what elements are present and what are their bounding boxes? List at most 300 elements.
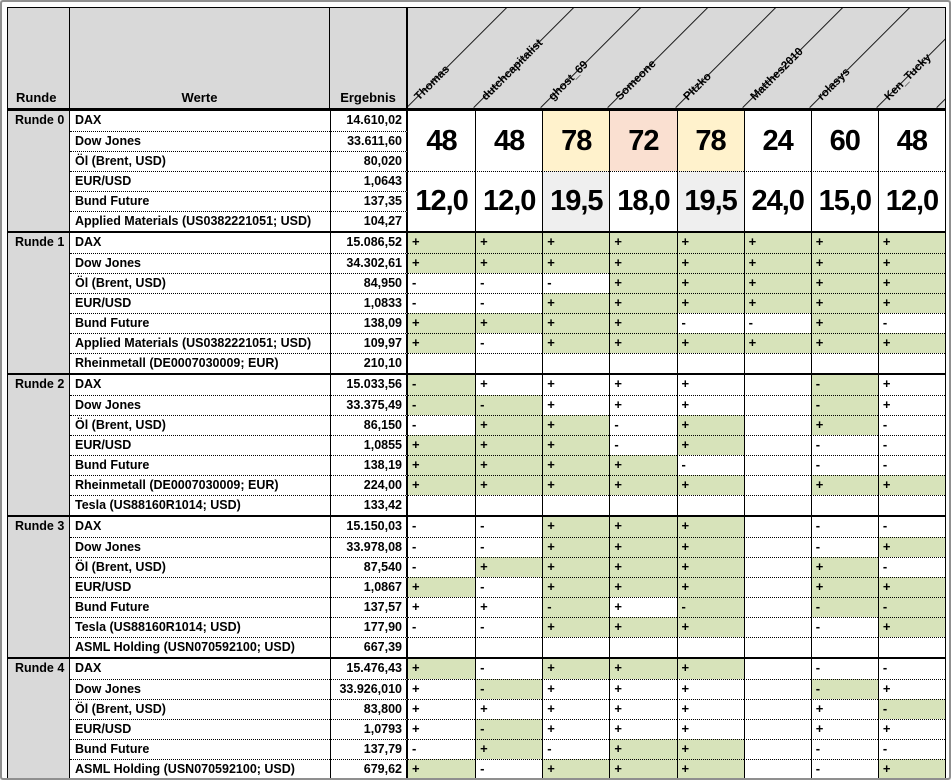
prediction-cell[interactable]: + bbox=[677, 233, 744, 253]
prediction-cell[interactable]: - bbox=[878, 517, 945, 537]
prediction-cell[interactable]: + bbox=[408, 759, 475, 779]
prediction-cell[interactable]: - bbox=[811, 739, 878, 759]
result-value-cell[interactable]: 1,0855 bbox=[330, 435, 408, 455]
prediction-cell[interactable] bbox=[744, 739, 811, 759]
prediction-cell[interactable]: - bbox=[408, 375, 475, 395]
asset-name-cell[interactable]: Dow Jones bbox=[70, 131, 330, 151]
prediction-cell[interactable]: + bbox=[542, 415, 609, 435]
prediction-cell[interactable]: + bbox=[609, 659, 676, 679]
prediction-cell[interactable]: + bbox=[408, 597, 475, 617]
asset-name-cell[interactable]: Tesla (US88160R1014; USD) bbox=[70, 495, 330, 515]
prediction-cell[interactable]: + bbox=[878, 293, 945, 313]
result-value-cell[interactable]: 83,800 bbox=[330, 699, 408, 719]
prediction-cell[interactable]: + bbox=[609, 475, 676, 495]
result-value-cell[interactable]: 177,90 bbox=[330, 617, 408, 637]
prediction-cell[interactable]: + bbox=[744, 233, 811, 253]
prediction-cell[interactable]: + bbox=[811, 577, 878, 597]
prediction-cell[interactable]: + bbox=[811, 253, 878, 273]
result-value-cell[interactable]: 87,540 bbox=[330, 557, 408, 577]
prediction-cell[interactable]: + bbox=[609, 739, 676, 759]
prediction-cell[interactable] bbox=[744, 679, 811, 699]
player-points-cell[interactable]: 48 bbox=[408, 111, 475, 171]
prediction-cell[interactable]: + bbox=[475, 233, 542, 253]
prediction-cell[interactable]: + bbox=[677, 759, 744, 779]
prediction-cell[interactable] bbox=[744, 495, 811, 515]
prediction-cell[interactable]: - bbox=[811, 455, 878, 475]
prediction-cell[interactable] bbox=[744, 659, 811, 679]
prediction-cell[interactable]: - bbox=[408, 557, 475, 577]
prediction-cell[interactable]: + bbox=[677, 537, 744, 557]
prediction-cell[interactable]: + bbox=[609, 759, 676, 779]
player-stake-cell[interactable]: 19,5 bbox=[542, 171, 609, 231]
prediction-cell[interactable] bbox=[744, 415, 811, 435]
prediction-cell[interactable]: - bbox=[744, 313, 811, 333]
prediction-cell[interactable]: - bbox=[878, 699, 945, 719]
round-label[interactable]: Runde 2 bbox=[8, 375, 70, 515]
prediction-cell[interactable]: + bbox=[811, 293, 878, 313]
prediction-cell[interactable]: + bbox=[609, 313, 676, 333]
result-value-cell[interactable]: 33.926,010 bbox=[330, 679, 408, 699]
prediction-cell[interactable]: + bbox=[677, 273, 744, 293]
player-name-label[interactable]: ghost_69 bbox=[546, 58, 591, 103]
prediction-cell[interactable]: + bbox=[609, 617, 676, 637]
prediction-cell[interactable] bbox=[744, 475, 811, 495]
asset-name-cell[interactable]: Applied Materials (US0382221051; USD) bbox=[70, 211, 330, 231]
prediction-cell[interactable]: + bbox=[542, 293, 609, 313]
prediction-cell[interactable] bbox=[744, 577, 811, 597]
result-value-cell[interactable]: 679,62 bbox=[330, 759, 408, 779]
prediction-cell[interactable]: + bbox=[609, 293, 676, 313]
asset-name-cell[interactable]: DAX bbox=[75, 519, 102, 533]
prediction-cell[interactable] bbox=[744, 699, 811, 719]
round-label[interactable]: Runde 4 bbox=[8, 659, 70, 779]
asset-name-cell[interactable]: Öl (Brent, USD) bbox=[70, 699, 330, 719]
prediction-cell[interactable] bbox=[677, 495, 744, 515]
prediction-cell[interactable] bbox=[878, 495, 945, 515]
asset-name-cell[interactable]: Bund Future bbox=[70, 455, 330, 475]
prediction-cell[interactable]: + bbox=[609, 395, 676, 415]
prediction-cell[interactable]: + bbox=[408, 435, 475, 455]
asset-name-cell[interactable]: DAX bbox=[75, 377, 102, 391]
result-value-cell[interactable]: 138,09 bbox=[330, 313, 408, 333]
prediction-cell[interactable]: - bbox=[878, 313, 945, 333]
prediction-cell[interactable]: - bbox=[811, 395, 878, 415]
result-value-cell[interactable]: 109,97 bbox=[330, 333, 408, 353]
asset-name-cell[interactable]: EUR/USD bbox=[70, 435, 330, 455]
prediction-cell[interactable]: + bbox=[475, 313, 542, 333]
prediction-cell[interactable]: - bbox=[878, 557, 945, 577]
prediction-cell[interactable]: + bbox=[677, 517, 744, 537]
prediction-cell[interactable] bbox=[609, 353, 676, 373]
prediction-cell[interactable]: - bbox=[677, 455, 744, 475]
asset-name-cell[interactable]: EUR/USD bbox=[70, 171, 330, 191]
prediction-cell[interactable]: - bbox=[811, 679, 878, 699]
prediction-cell[interactable]: + bbox=[677, 395, 744, 415]
prediction-cell[interactable]: + bbox=[542, 517, 609, 537]
prediction-cell[interactable] bbox=[609, 495, 676, 515]
prediction-cell[interactable]: + bbox=[609, 719, 676, 739]
prediction-cell[interactable]: + bbox=[609, 273, 676, 293]
result-value-cell[interactable]: 667,39 bbox=[330, 637, 408, 657]
asset-name-cell[interactable]: EUR/USD bbox=[70, 577, 330, 597]
prediction-cell[interactable]: - bbox=[475, 333, 542, 353]
prediction-cell[interactable] bbox=[744, 455, 811, 475]
prediction-cell[interactable]: + bbox=[744, 293, 811, 313]
prediction-cell[interactable]: - bbox=[811, 435, 878, 455]
asset-name-cell[interactable]: Bund Future bbox=[70, 313, 330, 333]
prediction-cell[interactable]: + bbox=[878, 273, 945, 293]
prediction-cell[interactable]: + bbox=[408, 699, 475, 719]
prediction-cell[interactable]: + bbox=[677, 253, 744, 273]
asset-name-cell[interactable]: DAX bbox=[75, 661, 102, 675]
prediction-cell[interactable]: + bbox=[609, 699, 676, 719]
prediction-cell[interactable]: + bbox=[408, 233, 475, 253]
prediction-cell[interactable]: - bbox=[811, 375, 878, 395]
asset-name-cell[interactable]: Dow Jones bbox=[70, 537, 330, 557]
prediction-cell[interactable]: + bbox=[609, 375, 676, 395]
prediction-cell[interactable]: - bbox=[811, 517, 878, 537]
prediction-cell[interactable]: - bbox=[542, 273, 609, 293]
prediction-cell[interactable]: - bbox=[609, 435, 676, 455]
prediction-cell[interactable]: + bbox=[609, 333, 676, 353]
result-value-cell[interactable]: 104,27 bbox=[330, 211, 408, 231]
prediction-cell[interactable] bbox=[408, 495, 475, 515]
prediction-cell[interactable]: + bbox=[542, 253, 609, 273]
result-value-cell[interactable]: 15.150,03 bbox=[330, 517, 408, 537]
prediction-cell[interactable]: - bbox=[677, 597, 744, 617]
prediction-cell[interactable]: + bbox=[677, 719, 744, 739]
prediction-cell[interactable]: + bbox=[878, 253, 945, 273]
player-points-cell[interactable]: 48 bbox=[878, 111, 945, 171]
prediction-cell[interactable]: + bbox=[542, 395, 609, 415]
prediction-cell[interactable]: + bbox=[878, 759, 945, 779]
prediction-cell[interactable]: - bbox=[542, 739, 609, 759]
asset-name-cell[interactable]: Dow Jones bbox=[70, 253, 330, 273]
asset-name-cell[interactable]: Applied Materials (US0382221051; USD) bbox=[70, 333, 330, 353]
prediction-cell[interactable]: + bbox=[677, 375, 744, 395]
prediction-cell[interactable]: + bbox=[475, 557, 542, 577]
prediction-cell[interactable]: + bbox=[878, 395, 945, 415]
prediction-cell[interactable]: + bbox=[542, 699, 609, 719]
prediction-cell[interactable]: + bbox=[811, 273, 878, 293]
prediction-cell[interactable]: + bbox=[408, 455, 475, 475]
round-label[interactable]: Runde 1 bbox=[8, 233, 70, 373]
player-name-label[interactable]: Matthes2010 bbox=[748, 45, 806, 103]
prediction-cell[interactable]: + bbox=[677, 435, 744, 455]
prediction-cell[interactable]: + bbox=[542, 475, 609, 495]
player-name-label[interactable]: rolasys bbox=[815, 66, 853, 103]
player-points-cell[interactable]: 24 bbox=[744, 111, 811, 171]
prediction-cell[interactable]: - bbox=[408, 739, 475, 759]
column-header-ergebnis[interactable]: Ergebnis bbox=[330, 8, 408, 108]
asset-name-cell[interactable]: Dow Jones bbox=[70, 679, 330, 699]
prediction-cell[interactable] bbox=[475, 495, 542, 515]
prediction-cell[interactable]: - bbox=[475, 577, 542, 597]
prediction-cell[interactable]: + bbox=[878, 577, 945, 597]
prediction-cell[interactable]: + bbox=[677, 577, 744, 597]
asset-name-cell[interactable]: Rheinmetall (DE0007030009; EUR) bbox=[70, 475, 330, 495]
prediction-cell[interactable]: + bbox=[542, 719, 609, 739]
asset-name-cell[interactable]: Öl (Brent, USD) bbox=[70, 415, 330, 435]
prediction-cell[interactable]: + bbox=[408, 253, 475, 273]
prediction-cell[interactable]: + bbox=[408, 475, 475, 495]
prediction-cell[interactable]: + bbox=[408, 333, 475, 353]
prediction-cell[interactable]: + bbox=[475, 415, 542, 435]
prediction-cell[interactable] bbox=[677, 353, 744, 373]
asset-name-cell[interactable]: Dow Jones bbox=[70, 395, 330, 415]
prediction-cell[interactable]: - bbox=[475, 759, 542, 779]
prediction-cell[interactable]: - bbox=[878, 435, 945, 455]
prediction-cell[interactable] bbox=[811, 353, 878, 373]
prediction-cell[interactable] bbox=[744, 719, 811, 739]
prediction-cell[interactable]: + bbox=[609, 455, 676, 475]
player-stake-cell[interactable]: 15,0 bbox=[811, 171, 878, 231]
prediction-cell[interactable]: + bbox=[475, 375, 542, 395]
prediction-cell[interactable]: + bbox=[677, 739, 744, 759]
prediction-cell[interactable]: - bbox=[412, 518, 417, 533]
prediction-cell[interactable]: + bbox=[542, 537, 609, 557]
prediction-cell[interactable]: + bbox=[542, 759, 609, 779]
prediction-cell[interactable]: + bbox=[811, 313, 878, 333]
result-value-cell[interactable]: 224,00 bbox=[330, 475, 408, 495]
prediction-cell[interactable]: + bbox=[609, 233, 676, 253]
prediction-cell[interactable]: + bbox=[542, 659, 609, 679]
prediction-cell[interactable]: - bbox=[811, 617, 878, 637]
player-name-label[interactable]: dutchcapitalist bbox=[479, 37, 546, 103]
player-stake-cell[interactable]: 24,0 bbox=[744, 171, 811, 231]
result-value-cell[interactable]: 137,57 bbox=[330, 597, 408, 617]
result-value-cell[interactable]: 34.302,61 bbox=[330, 253, 408, 273]
asset-name-cell[interactable]: Öl (Brent, USD) bbox=[70, 273, 330, 293]
prediction-cell[interactable]: + bbox=[408, 679, 475, 699]
asset-name-cell[interactable]: Tesla (US88160R1014; USD) bbox=[70, 617, 330, 637]
prediction-cell[interactable] bbox=[408, 637, 475, 657]
prediction-cell[interactable]: + bbox=[542, 455, 609, 475]
player-stake-cell[interactable]: 12,0 bbox=[878, 171, 945, 231]
asset-name-cell[interactable]: ASML Holding (USN070592100; USD) bbox=[70, 637, 330, 657]
asset-name-cell[interactable]: Bund Future bbox=[70, 191, 330, 211]
prediction-cell[interactable]: + bbox=[609, 597, 676, 617]
prediction-cell[interactable]: - bbox=[811, 537, 878, 557]
column-header-runde[interactable]: Runde bbox=[8, 8, 70, 108]
prediction-cell[interactable]: + bbox=[811, 699, 878, 719]
prediction-cell[interactable]: + bbox=[475, 699, 542, 719]
prediction-cell[interactable]: + bbox=[542, 313, 609, 333]
prediction-cell[interactable] bbox=[744, 597, 811, 617]
prediction-cell[interactable] bbox=[744, 637, 811, 657]
prediction-cell[interactable] bbox=[542, 495, 609, 515]
prediction-cell[interactable]: + bbox=[878, 333, 945, 353]
prediction-cell[interactable]: + bbox=[677, 333, 744, 353]
prediction-cell[interactable]: - bbox=[475, 719, 542, 739]
prediction-cell[interactable]: - bbox=[475, 679, 542, 699]
prediction-cell[interactable]: - bbox=[811, 597, 878, 617]
prediction-cell[interactable]: + bbox=[677, 415, 744, 435]
prediction-cell[interactable]: + bbox=[408, 577, 475, 597]
prediction-cell[interactable] bbox=[811, 495, 878, 515]
prediction-cell[interactable]: - bbox=[408, 617, 475, 637]
prediction-cell[interactable]: + bbox=[811, 557, 878, 577]
result-value-cell[interactable]: 137,79 bbox=[330, 739, 408, 759]
prediction-cell[interactable]: + bbox=[542, 679, 609, 699]
prediction-cell[interactable]: - bbox=[811, 659, 878, 679]
prediction-cell[interactable]: - bbox=[609, 415, 676, 435]
prediction-cell[interactable] bbox=[744, 617, 811, 637]
player-points-cell[interactable]: 78 bbox=[542, 111, 609, 171]
prediction-cell[interactable]: + bbox=[542, 333, 609, 353]
prediction-cell[interactable] bbox=[744, 395, 811, 415]
prediction-cell[interactable]: + bbox=[878, 719, 945, 739]
prediction-cell[interactable]: + bbox=[744, 253, 811, 273]
prediction-cell[interactable]: + bbox=[878, 617, 945, 637]
prediction-cell[interactable]: + bbox=[475, 475, 542, 495]
result-value-cell[interactable]: 84,950 bbox=[330, 273, 408, 293]
prediction-cell[interactable] bbox=[609, 637, 676, 657]
player-points-cell[interactable]: 48 bbox=[475, 111, 542, 171]
asset-name-cell[interactable]: DAX bbox=[75, 235, 102, 249]
prediction-cell[interactable]: + bbox=[408, 659, 475, 679]
prediction-cell[interactable]: + bbox=[609, 253, 676, 273]
prediction-cell[interactable]: + bbox=[542, 617, 609, 637]
prediction-cell[interactable]: + bbox=[475, 455, 542, 475]
prediction-cell[interactable] bbox=[408, 353, 475, 373]
prediction-cell[interactable]: - bbox=[475, 517, 542, 537]
player-stake-cell[interactable]: 19,5 bbox=[677, 171, 744, 231]
prediction-cell[interactable]: - bbox=[408, 293, 475, 313]
prediction-cell[interactable]: - bbox=[677, 313, 744, 333]
result-value-cell[interactable]: 1,0833 bbox=[330, 293, 408, 313]
prediction-cell[interactable]: - bbox=[408, 395, 475, 415]
result-value-cell[interactable]: 137,35 bbox=[330, 191, 408, 211]
asset-name-cell[interactable]: ASML Holding (USN070592100; USD) bbox=[70, 759, 330, 779]
prediction-cell[interactable] bbox=[744, 537, 811, 557]
prediction-cell[interactable]: + bbox=[677, 679, 744, 699]
prediction-cell[interactable] bbox=[475, 353, 542, 373]
prediction-cell[interactable]: - bbox=[475, 659, 542, 679]
result-value-cell[interactable]: 33.978,08 bbox=[330, 537, 408, 557]
prediction-cell[interactable]: + bbox=[811, 333, 878, 353]
prediction-cell[interactable]: - bbox=[475, 273, 542, 293]
result-value-cell[interactable]: 1,0793 bbox=[330, 719, 408, 739]
round-label[interactable]: Runde 3 bbox=[8, 517, 70, 657]
asset-name-cell[interactable]: Rheinmetall (DE0007030009; EUR) bbox=[70, 353, 330, 373]
prediction-cell[interactable] bbox=[811, 637, 878, 657]
prediction-cell[interactable] bbox=[878, 353, 945, 373]
prediction-cell[interactable] bbox=[744, 375, 811, 395]
prediction-cell[interactable]: - bbox=[878, 739, 945, 759]
prediction-cell[interactable]: + bbox=[408, 313, 475, 333]
prediction-cell[interactable]: - bbox=[878, 597, 945, 617]
prediction-cell[interactable]: - bbox=[475, 293, 542, 313]
player-name-label[interactable]: Ken_Tucky bbox=[882, 51, 934, 103]
round-label[interactable]: Runde 0 bbox=[8, 111, 70, 231]
result-value-cell[interactable]: 1,0643 bbox=[330, 171, 408, 191]
result-value-cell[interactable]: 86,150 bbox=[330, 415, 408, 435]
prediction-cell[interactable]: + bbox=[677, 293, 744, 313]
result-value-cell[interactable]: 33.375,49 bbox=[330, 395, 408, 415]
prediction-cell[interactable] bbox=[878, 637, 945, 657]
asset-name-cell[interactable]: Öl (Brent, USD) bbox=[70, 557, 330, 577]
player-points-cell[interactable]: 78 bbox=[677, 111, 744, 171]
asset-name-cell[interactable]: EUR/USD bbox=[70, 293, 330, 313]
prediction-cell[interactable]: + bbox=[811, 415, 878, 435]
player-name-label[interactable]: Someone bbox=[613, 57, 659, 103]
prediction-cell[interactable]: + bbox=[542, 557, 609, 577]
asset-name-cell[interactable]: Öl (Brent, USD) bbox=[70, 151, 330, 171]
prediction-cell[interactable]: - bbox=[408, 537, 475, 557]
result-value-cell[interactable]: 15.476,43 bbox=[330, 659, 408, 679]
result-value-cell[interactable]: 133,42 bbox=[330, 495, 408, 515]
player-stake-cell[interactable]: 12,0 bbox=[475, 171, 542, 231]
prediction-cell[interactable]: - bbox=[878, 455, 945, 475]
player-stake-cell[interactable]: 12,0 bbox=[408, 171, 475, 231]
asset-name-cell[interactable]: DAX bbox=[75, 113, 102, 127]
player-points-cell[interactable]: 72 bbox=[609, 111, 676, 171]
prediction-cell[interactable]: + bbox=[609, 679, 676, 699]
column-header-werte[interactable]: Werte bbox=[70, 8, 330, 108]
result-value-cell[interactable]: 1,0867 bbox=[330, 577, 408, 597]
prediction-cell[interactable]: + bbox=[811, 475, 878, 495]
prediction-cell[interactable]: - bbox=[542, 597, 609, 617]
player-points-cell[interactable]: 60 bbox=[811, 111, 878, 171]
prediction-cell[interactable]: - bbox=[811, 759, 878, 779]
player-name-label[interactable]: PItzko bbox=[681, 70, 714, 103]
prediction-cell[interactable]: - bbox=[878, 415, 945, 435]
prediction-cell[interactable]: + bbox=[811, 233, 878, 253]
prediction-cell[interactable]: + bbox=[878, 537, 945, 557]
prediction-cell[interactable]: - bbox=[475, 537, 542, 557]
prediction-cell[interactable]: + bbox=[609, 577, 676, 597]
asset-name-cell[interactable]: EUR/USD bbox=[70, 719, 330, 739]
prediction-cell[interactable]: + bbox=[744, 333, 811, 353]
prediction-cell[interactable] bbox=[542, 353, 609, 373]
prediction-cell[interactable]: + bbox=[542, 435, 609, 455]
prediction-cell[interactable]: + bbox=[475, 739, 542, 759]
result-value-cell[interactable]: 15.086,52 bbox=[330, 233, 408, 253]
result-value-cell[interactable]: 14.610,02 bbox=[330, 111, 408, 131]
prediction-cell[interactable]: + bbox=[542, 233, 609, 253]
prediction-cell[interactable] bbox=[744, 353, 811, 373]
prediction-cell[interactable] bbox=[542, 637, 609, 657]
prediction-cell[interactable]: + bbox=[677, 475, 744, 495]
result-value-cell[interactable]: 15.033,56 bbox=[330, 375, 408, 395]
result-value-cell[interactable]: 33.611,60 bbox=[330, 131, 408, 151]
prediction-cell[interactable] bbox=[744, 557, 811, 577]
prediction-cell[interactable]: - bbox=[408, 415, 475, 435]
prediction-cell[interactable]: + bbox=[744, 273, 811, 293]
prediction-cell[interactable]: + bbox=[677, 617, 744, 637]
prediction-cell[interactable]: - bbox=[475, 395, 542, 415]
prediction-cell[interactable]: + bbox=[878, 679, 945, 699]
prediction-cell[interactable]: + bbox=[677, 659, 744, 679]
player-stake-cell[interactable]: 18,0 bbox=[609, 171, 676, 231]
prediction-cell[interactable]: + bbox=[878, 475, 945, 495]
prediction-cell[interactable] bbox=[475, 637, 542, 657]
prediction-cell[interactable]: + bbox=[811, 719, 878, 739]
player-name-label[interactable]: Thomas bbox=[412, 63, 453, 103]
prediction-cell[interactable] bbox=[744, 435, 811, 455]
prediction-cell[interactable]: + bbox=[878, 233, 945, 253]
prediction-cell[interactable] bbox=[744, 517, 811, 537]
prediction-cell[interactable]: + bbox=[475, 435, 542, 455]
prediction-cell[interactable]: - bbox=[475, 617, 542, 637]
prediction-cell[interactable]: + bbox=[609, 557, 676, 577]
prediction-cell[interactable]: + bbox=[609, 517, 676, 537]
prediction-cell[interactable]: - bbox=[878, 659, 945, 679]
prediction-cell[interactable]: + bbox=[609, 537, 676, 557]
asset-name-cell[interactable]: Bund Future bbox=[70, 597, 330, 617]
prediction-cell[interactable]: + bbox=[878, 375, 945, 395]
